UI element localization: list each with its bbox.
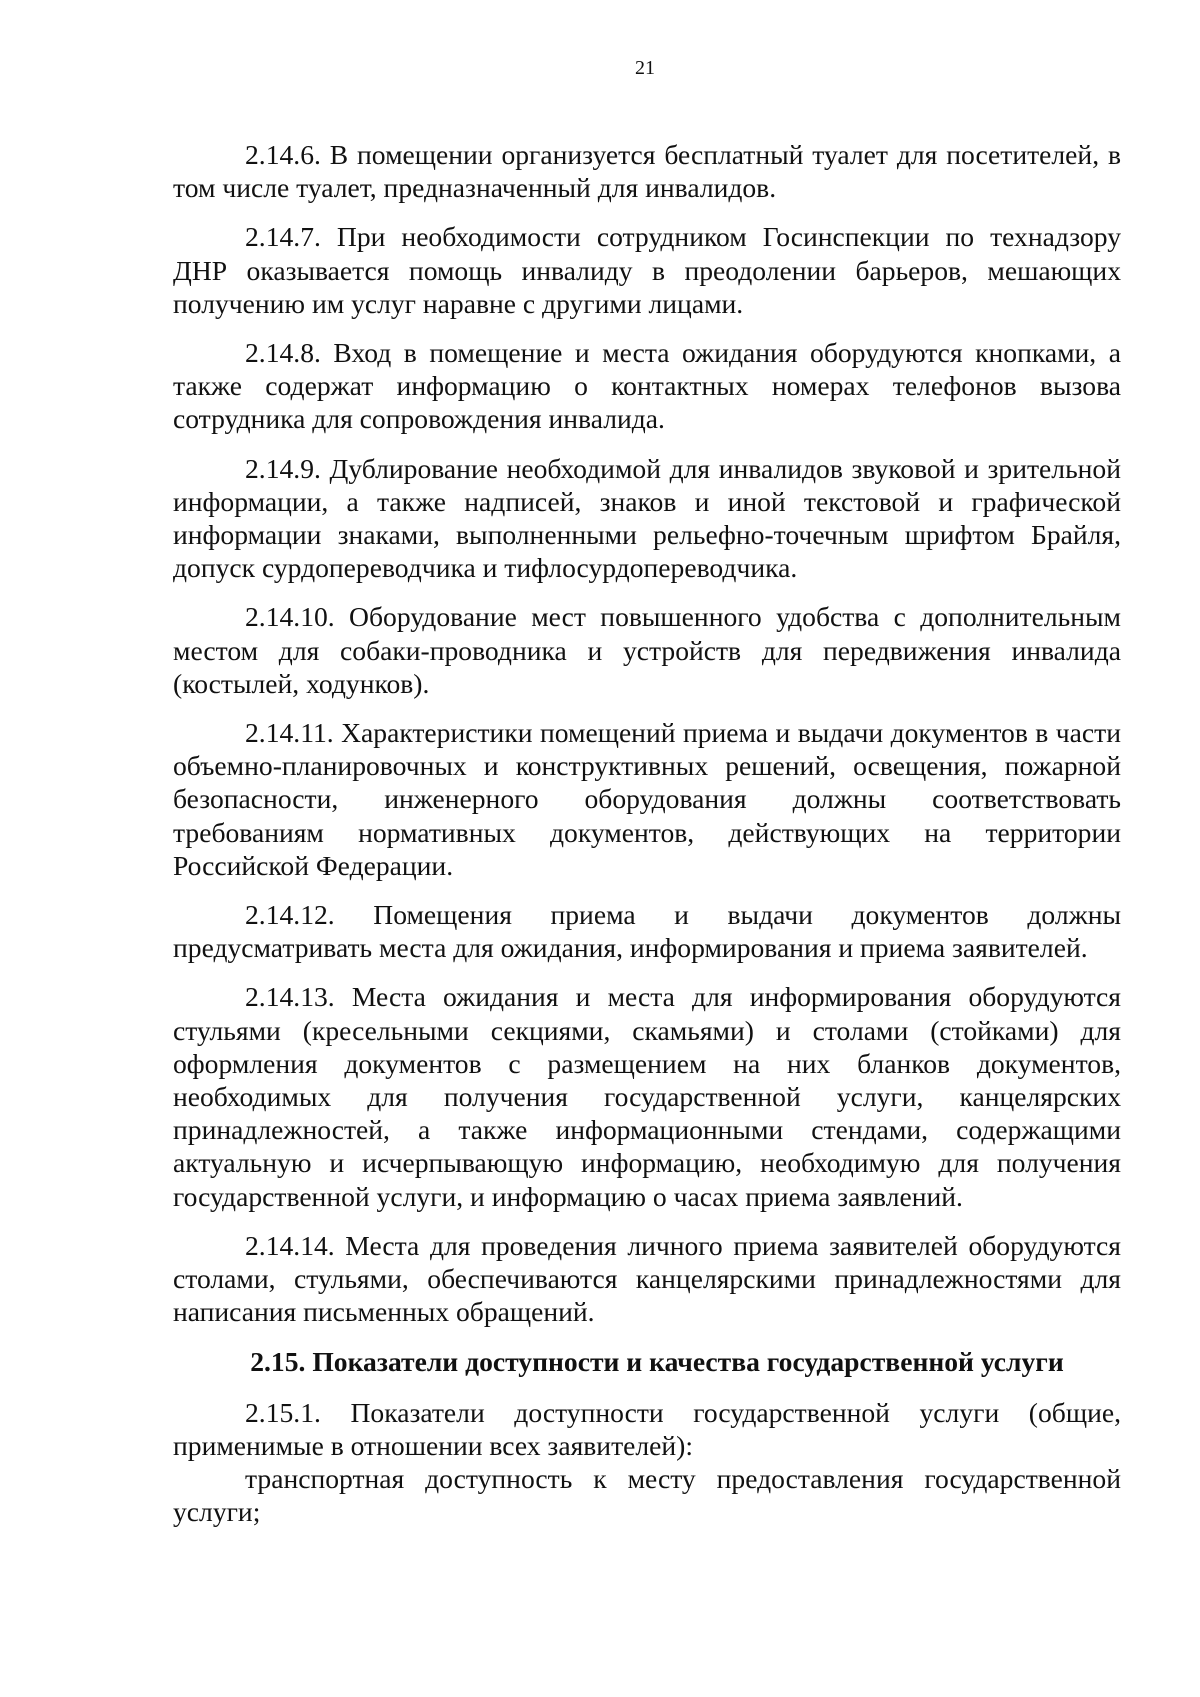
paragraph-2-14-13: 2.14.13. Места ожидания и места для информирования оборудуются стульями (кресельными секциями, скамьями) и столами (стойками) для оформления документов с размещением на них бланков документов, необходимых для получения государственной услуги, канцелярских принадлежностей, а также информационными стендами, содержащими актуальную и исчерпывающую информацию, необходимую для получения государственной услуги, и информацию о часах приема заявлений.	[173, 981, 1121, 1212]
section-heading-2-15: 2.15. Показатели доступности и качества государственной услуги	[250, 1345, 1064, 1377]
paragraph-2-14-14: 2.14.14. Места для проведения личного приема заявителей оборудуются столами, стульями, обеспечиваются канцелярскими принадлежностями для написания письменных обращений.	[173, 1229, 1121, 1328]
paragraph-2-14-11: 2.14.11. Характеристики помещений приема и выдачи документов в части объемно-планировочных и конструктивных решений, освещения, пожарной безопасности, инженерного оборудования должны соответствовать требованиям нормативных документов, действующих на территории Российской Федерации.	[173, 717, 1121, 881]
paragraph-transport-access: транспортная доступность к месту предоставления государственной услуги;	[173, 1463, 1121, 1528]
paragraph-2-14-10: 2.14.10. Оборудование мест повышенного удобства с дополнительным местом для собаки-проводника и устройств для передвижения инвалида (костылей, ходунков).	[173, 601, 1121, 699]
paragraph-2-14-12: 2.14.12. Помещения приема и выдачи документов должны предусматривать места для ожидания, информирования и приема заявителей.	[173, 899, 1121, 964]
paragraph-2-14-7: 2.14.7. При необходимости сотрудником Госинспекции по технадзору ДНР оказывается помощь инвалиду в преодолении барьеров, мешающих получению им услуг наравне с другими лицами.	[173, 221, 1121, 319]
document-body	[173, 138, 1121, 1545]
page-number: 21	[635, 57, 655, 79]
paragraph-2-15-1: 2.15.1. Показатели доступности государственной услуги (общие, применимые в отношении всех заявителей):	[173, 1396, 1121, 1461]
paragraph-2-14-9: 2.14.9. Дублирование необходимой для инвалидов звуковой и зрительной информации, а также надписей, знаков и иной текстовой и графической информации знаками, выполненными рельефно-точечным шрифтом Брайля, допуск сурдопереводчика и тифлосурдопереводчика.	[173, 452, 1121, 584]
paragraph-2-14-6: 2.14.6. В помещении организуется бесплатный туалет для посетителей, в том числе туалет, предназначенный для инвалидов.	[173, 139, 1121, 204]
paragraph-2-14-8: 2.14.8. Вход в помещение и места ожидания оборудуются кнопками, а также содержат информацию о контактных номерах телефонов вызова сотрудника для сопровождения инвалида.	[173, 337, 1121, 435]
